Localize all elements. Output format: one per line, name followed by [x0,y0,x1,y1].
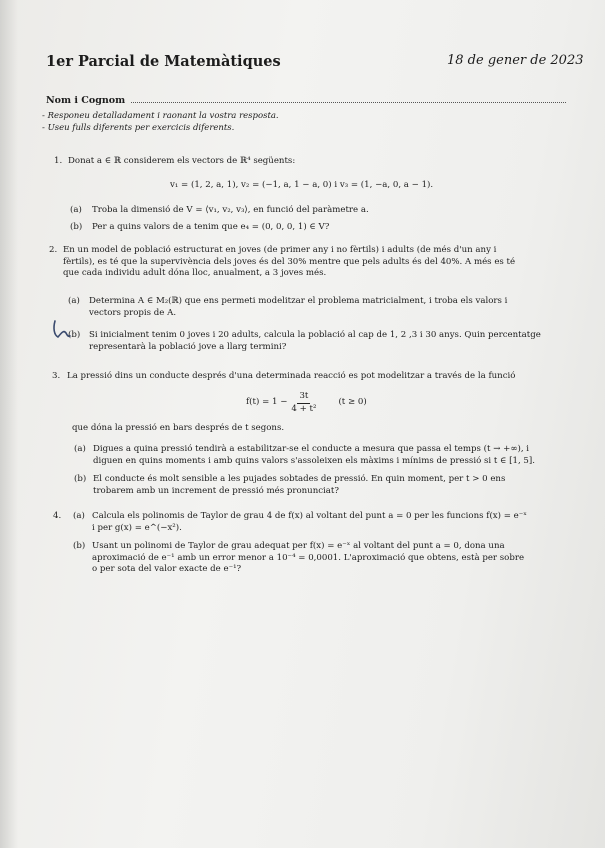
q3-formula-fraction [291,391,316,415]
q2-a-text [89,296,579,319]
q3-a-line-2: diguen en quins moments i amb quins valors s'assoleixen els màxims i mínims de pressió si t ∈ [1, 5]. [93,455,535,466]
q1-a-text: Troba la dimensió de V = ⟨v₁, v₂, v₃⟩, en funció del paràmetre a. [92,205,369,215]
q3-a-text [93,444,573,467]
q4-b-line-1: Usant un polinomi de Taylor de grau adequat per f(x) = e⁻ˣ al voltant del punt a = 0, dona una [92,541,505,551]
q1-number: 1. [54,156,63,166]
q1-intro: Donat a ∈ ℝ considerem els vectors de ℝ⁴ següents: [68,156,296,166]
instruction-2: - Useu fulls diferents per exercicis diferents. [42,123,235,133]
q3-after: que dóna la pressió en bars després de t segons. [72,423,285,433]
q4-a-line-2: i per g(x) = e^(−x²). [92,522,182,533]
q2-line-2: fèrtils), es té que la supervivència dels joves és del 30% mentre que pels adults és del 40%. A més es té [63,256,516,267]
q1-vectors: v₁ = (1, 2, a, 1), v₂ = (−1, a, 1 − a, 0) i v₃ = (1, −a, 0, a − 1). [170,180,434,190]
exam-title: 1er Parcial de Matemàtiques [46,53,281,70]
q3-b-text [93,474,573,497]
handwritten-checkmark [50,318,74,342]
q3-formula-condition: (t ≥ 0) [338,397,367,408]
q3-number: 3. [52,371,61,381]
q2-a-line-1: Determina A ∈ M₂(ℝ) que ens permeti modelitzar el problema matricialment, i troba els valors i [89,296,508,306]
page-edge-shadow [0,0,18,848]
q4-b-line-3: o per sota del valor exacte de e⁻¹? [92,564,242,575]
q3-formula-denominator: 4 + t² [291,403,317,414]
q2-line-3: que cada individu adult dóna lloc, anualment, a 3 joves més. [63,268,327,279]
q2-b-line-2: representarà la població jove a llarg termini? [89,341,287,352]
q3-b-line-2: trobarem amb un increment de pressió més pronunciat? [93,485,339,496]
q2-line-1: En un model de població estructurat en joves (de primer any i no fèrtils) i adults (de més d'un any i [63,245,497,255]
q2-a-line-2: vectors propis de A. [89,307,177,318]
q1-b-label: (b) [70,222,83,232]
q1-b-text: Per a quins valors de a tenim que e₄ = (0, 0, 0, 1) ∈ V? [92,222,330,232]
q1-a-label: (a) [70,205,82,215]
instruction-1: - Responeu detalladament i raonant la vostra resposta. [42,111,279,121]
q2-b-line-1: Si inicialment tenim 0 joves i 20 adults, calcula la població al cap de 1, 2 ,3 i 30 anys. Quin percentatge [89,330,541,340]
q2-b-label: (b) [68,330,81,340]
q4-b-text [92,541,572,576]
q3-b-line-1: El conducte és molt sensible a les pujades sobtades de pressió. En quin moment, per t > 0 ens [93,474,506,484]
q4-a-text [92,511,572,534]
q3-formula-numerator: 3t [297,391,310,404]
q3-intro: La pressió dins un conducte després d'una determinada reacció es pot modelitzar a través de la funció [67,371,516,381]
q2-number: 2. [49,245,58,255]
q3-b-label: (b) [74,474,87,484]
q4-b-label: (b) [73,541,86,551]
q3-formula-lhs: f(t) = 1 − [246,397,288,408]
name-label: Nom i Cognom [46,95,126,106]
q2-statement [63,245,573,280]
q4-a-line-1: Calcula els polinomis de Taylor de grau 4 de f(x) al voltant del punt a = 0 per les funcions f(x) = e⁻ˣ [92,511,527,521]
q4-b-line-2: aproximació de e⁻¹ amb un error menor a 10⁻⁴ = 0,0001. L'aproximació que obtens, està per sobre [92,552,525,563]
name-field [46,95,566,106]
q2-b-text [89,330,579,353]
exam-date: 18 de gener de 2023 [447,53,584,68]
q2-a-label: (a) [68,296,80,306]
q3-a-line-1: Digues a quina pressió tendirà a estabilitzar-se el conducte a mesura que passa el temps (t → +∞), i [93,444,530,454]
name-dotted-line [131,95,566,103]
q3-a-label: (a) [74,444,86,454]
q3-formula [246,391,367,415]
q4-a-label: (a) [73,511,85,521]
q4-number: 4. [53,511,62,521]
